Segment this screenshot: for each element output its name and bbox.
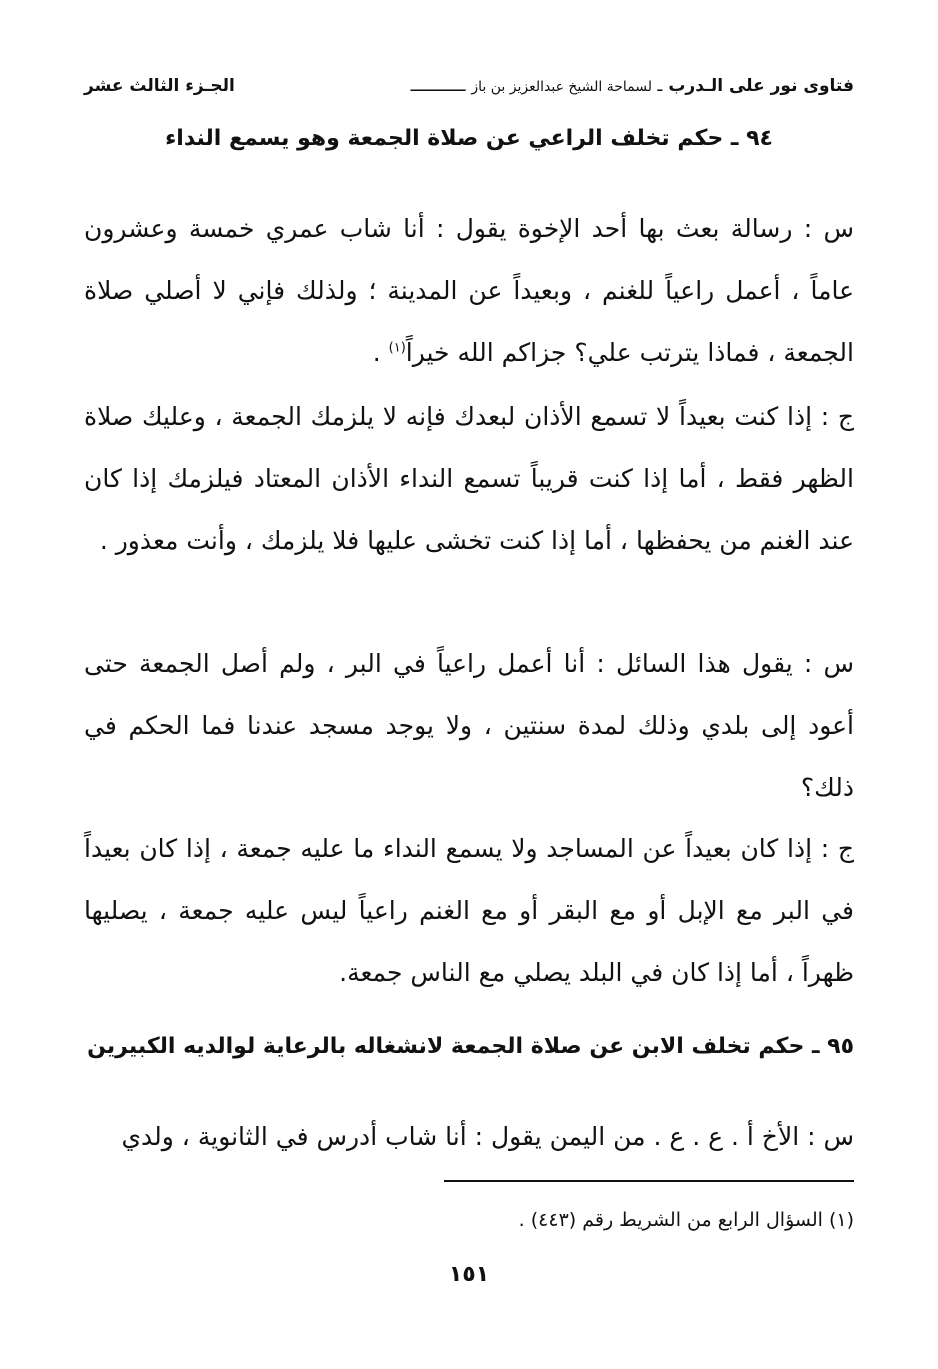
footnote-divider [444,1180,854,1182]
section-title-94: ٩٤ ـ حكم تخلف الراعي عن صلاة الجمعة وهو يسمع النداء [165,126,773,151]
question-label: س : [807,1122,854,1151]
answer-text: إذا كان بعيداً عن المساجد ولا يسمع النداء ما عليه جمعة ، إذا كان بعيداً في البر مع الإبل أو مع البقر أو مع الغنم راعياً ليس عليه جمعة ، يصليها ظهراً ، أما إذا كان في البلد يصلي مع الناس جمعة. [84,834,854,987]
running-header [84,70,854,102]
question-text: يقول هذا السائل : أنا أعمل راعياً في البر ، ولم أصل الجمعة حتى أعود إلى بلدي وذلك لمدة سنتين ، ولا يوجد مسجد عندنا فما الحكم في ذلك؟ [84,649,854,802]
question-text: رسالة بعث بها أحد الإخوة يقول : أنا شاب عمري خمسة وعشرون عاماً ، أعمل راعياً للغنم ، وبعيداً عن المدينة ؛ ولذلك فإني لا أصلي صلاة الجمعة ، فماذا يترتب علي؟ جزاكم الله خيراً [84,214,854,367]
question-label: س : [803,214,854,243]
question-paragraph [84,633,854,819]
answer-label: ج : [820,834,854,863]
answer-label: ج : [820,402,855,431]
section-title-95: ٩٥ ـ حكم تخلف الابن عن صلاة الجمعة لانشغاله بالرعاية لوالديه الكبيرين [87,1034,854,1059]
book-title: فتاوى نور على الـدرب ـ لسماحة الشيخ عبدالعزيز بن باز ـــــــــــ [410,76,854,96]
answer-paragraph [84,386,854,572]
question-paragraph: س : رسالة بعث بها أحد الإخوة يقول : أنا شاب عمري خمسة وعشرون عاماً ، أعمل راعياً للغنم ، وبعيداً عن المدينة ؛ ولذلك فإني لا أصلي صلاة الجمعة ، فماذا يترتب علي؟ جزاكم الله خيراً$^{(١)}$ . [84,214,854,367]
author-name: لسماحة الشيخ عبدالعزيز بن باز [471,79,653,95]
footnote: (١) السؤال الرابع من الشريط رقم (٤٤٣) . [518,1209,854,1231]
question-label: س : [803,649,854,678]
question-paragraph [84,1106,854,1168]
volume-label: الجـزء الثالث عشر [84,76,235,96]
question-text: الأخ أ . ع . ع . من اليمن يقول : أنا شاب أدرس في الثانوية ، ولدي [121,1122,800,1151]
footnote-reference: (١) [388,340,406,356]
answer-paragraph [84,818,854,1004]
answer-text: إذا كنت بعيداً لا تسمع الأذان لبعدك فإنه لا يلزمك الجمعة ، وعليك صلاة الظهر فقط ، أما إذا كنت قريباً تسمع النداء الأذان المعتاد فيلزمك إذا كان عند الغنم من يحفظها ، أما إذا كنت تخشى عليها فلا يلزمك ، وأنت معذور . [84,402,854,555]
page-number: ١٥١ [448,1262,490,1287]
